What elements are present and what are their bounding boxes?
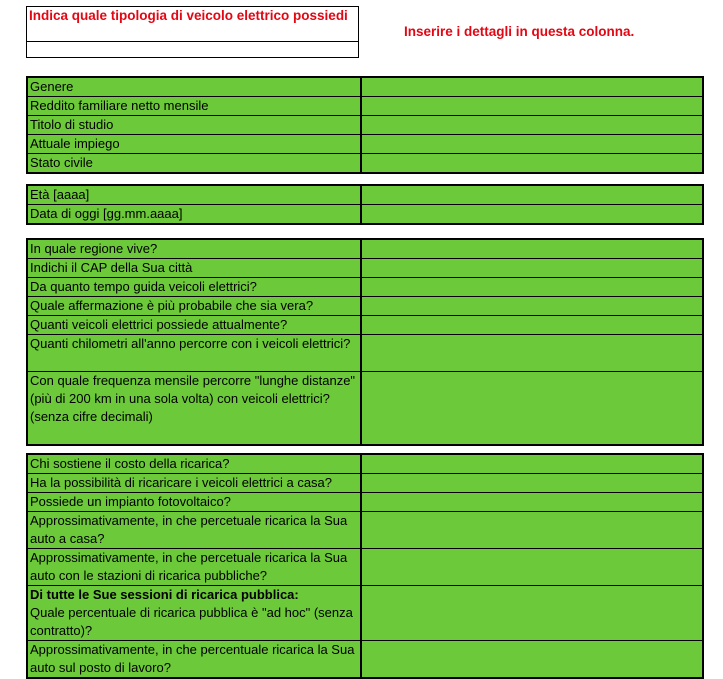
row-label-numero-veicoli: Quanti veicoli elettrici possiede attualmente?: [27, 316, 361, 335]
table-row: [27, 205, 703, 225]
table-row: [27, 316, 703, 335]
table-row: [27, 641, 703, 679]
lunghe-distanze-note: (senza cifre decimali): [30, 409, 153, 424]
row-label-percentuale-pubbliche: Approssimativamente, in che percetuale ricarica la Sua auto con le stazioni di ricarica pubbliche?: [27, 549, 361, 586]
answer-cell-cap[interactable]: [361, 259, 703, 278]
table-row: [27, 239, 703, 259]
answer-cell-impiego[interactable]: [361, 135, 703, 154]
table-row: [27, 493, 703, 512]
row-label-impiego: Attuale impiego: [27, 135, 361, 154]
table-row: [27, 372, 703, 446]
table-row: [27, 297, 703, 316]
answer-cell-numero-veicoli[interactable]: [361, 316, 703, 335]
table-row: [27, 259, 703, 278]
vehicle-type-question: Indica quale tipologia di veicolo elettrico possiedi: [27, 7, 358, 42]
lunghe-distanze-question: Con quale frequenza mensile percorre "lunghe distanze" (più di 200 km in una sola volta) con veicoli elettrici?: [30, 373, 356, 406]
answer-cell-percentuale-casa[interactable]: [361, 512, 703, 549]
table-row: [27, 454, 703, 474]
answer-cell-ad-hoc[interactable]: [361, 586, 703, 641]
table-row: [27, 135, 703, 154]
table-row: [27, 154, 703, 174]
answer-cell-reddito[interactable]: [361, 97, 703, 116]
table-row: [27, 116, 703, 135]
row-label-lunghe-distanze: [27, 372, 361, 446]
table-row: [27, 97, 703, 116]
table-row: [27, 185, 703, 205]
table-row: [27, 549, 703, 586]
answer-cell-ricarica-casa[interactable]: [361, 474, 703, 493]
charging-table: [26, 453, 704, 679]
ad-hoc-question: Quale percentuale di ricarica pubblica è "ad hoc" (senza contratto)?: [30, 605, 353, 638]
table-row: [27, 335, 703, 372]
row-label-fotovoltaico: Possiede un impianto fotovoltaico?: [27, 493, 361, 512]
driving-habits-table: [26, 238, 704, 446]
answer-cell-lunghe-distanze[interactable]: [361, 372, 703, 446]
row-label-affermazione: Quale affermazione è più probabile che sia vera?: [27, 297, 361, 316]
answer-cell-chilometri[interactable]: [361, 335, 703, 372]
row-label-posto-lavoro: Approssimativamente, in che percentuale ricarica la Sua auto sul posto di lavoro?: [27, 641, 361, 679]
details-column-hint: Inserire i dettagli in questa colonna.: [404, 24, 635, 39]
row-label-costo-ricarica: Chi sostiene il costo della ricarica?: [27, 454, 361, 474]
answer-cell-stato-civile[interactable]: [361, 154, 703, 174]
answer-cell-data-oggi[interactable]: [361, 205, 703, 225]
row-label-cap: Indichi il CAP della Sua città: [27, 259, 361, 278]
row-label-reddito: Reddito familiare netto mensile: [27, 97, 361, 116]
vehicle-type-question-box: [26, 6, 359, 58]
row-label-stato-civile: Stato civile: [27, 154, 361, 174]
table-row: [27, 77, 703, 97]
answer-cell-titolo-studio[interactable]: [361, 116, 703, 135]
table-row: [27, 586, 703, 641]
table-row: [27, 474, 703, 493]
row-label-tempo-guida: Da quanto tempo guida veicoli elettrici?: [27, 278, 361, 297]
answer-cell-genere[interactable]: [361, 77, 703, 97]
row-label-genere: Genere: [27, 77, 361, 97]
table-row: [27, 512, 703, 549]
answer-cell-posto-lavoro[interactable]: [361, 641, 703, 679]
answer-cell-costo-ricarica[interactable]: [361, 454, 703, 474]
answer-cell-fotovoltaico[interactable]: [361, 493, 703, 512]
vehicle-type-answer-cell[interactable]: [27, 42, 358, 58]
answer-cell-affermazione[interactable]: [361, 297, 703, 316]
row-label-titolo-studio: Titolo di studio: [27, 116, 361, 135]
answer-cell-eta[interactable]: [361, 185, 703, 205]
demographics-table: [26, 76, 704, 174]
row-label-data-oggi: Data di oggi [gg.mm.aaaa]: [27, 205, 361, 225]
answer-cell-regione[interactable]: [361, 239, 703, 259]
ad-hoc-heading: Di tutte le Sue sessioni di ricarica pubblica:: [30, 587, 299, 602]
row-label-ricarica-casa: Ha la possibilità di ricaricare i veicoli elettrici a casa?: [27, 474, 361, 493]
table-row: [27, 278, 703, 297]
row-label-ad-hoc: [27, 586, 361, 641]
row-label-chilometri: Quanti chilometri all'anno percorre con i veicoli elettrici?: [27, 335, 361, 372]
row-label-eta: Età [aaaa]: [27, 185, 361, 205]
age-date-table: [26, 184, 704, 225]
answer-cell-percentuale-pubbliche[interactable]: [361, 549, 703, 586]
answer-cell-tempo-guida[interactable]: [361, 278, 703, 297]
row-label-percentuale-casa: Approssimativamente, in che percetuale ricarica la Sua auto a casa?: [27, 512, 361, 549]
row-label-regione: In quale regione vive?: [27, 239, 361, 259]
